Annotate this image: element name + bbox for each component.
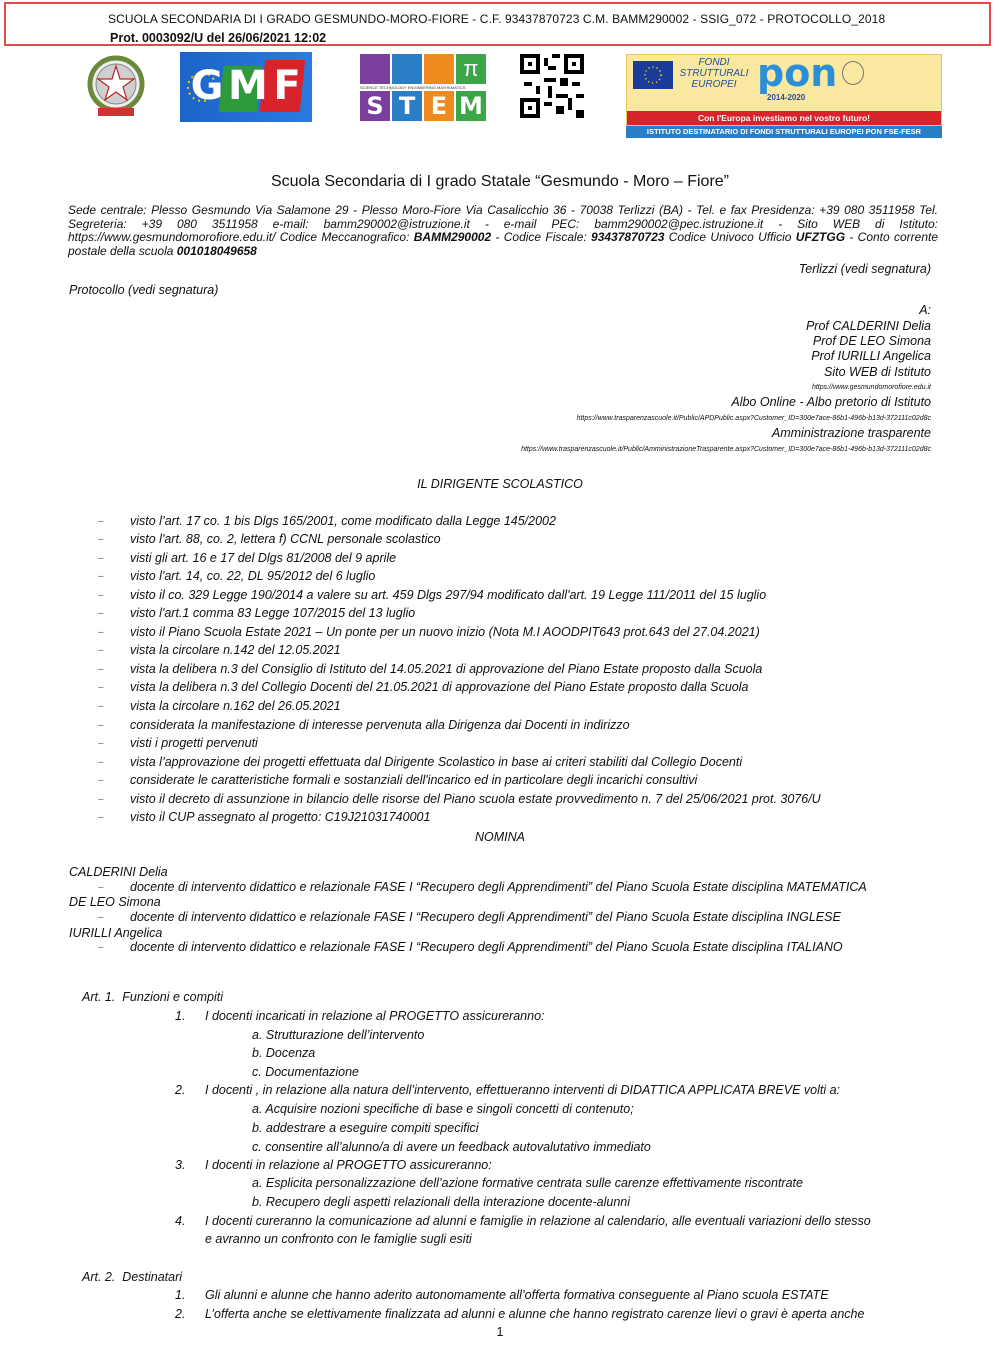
art1-subitem: b. addestrare a eseguire compiti specifici: [252, 1121, 479, 1135]
protocol-stamp: [4, 2, 991, 46]
art2-item-text: Gli alunni e alunne che hanno aderito autonomamente all’offerta formativa conseguente al Piano scuola ESTATE: [205, 1288, 829, 1302]
list-item: visto il decreto di assunzione in bilancio delle risorse del Piano scuola estate provvedimento n. 7 del 25/06/2021 prot. 3076/U: [130, 792, 821, 806]
place-date: Terlizzi (vedi segnatura): [798, 262, 931, 276]
list-item: vista la delibera n.3 del Consiglio di Istituto del 14.05.2021 di approvazione del Piano Estate proposto dalla Scuola: [130, 662, 763, 676]
list-dash: –: [98, 912, 104, 923]
eu-flag-icon: [633, 61, 673, 89]
list-dash: –: [98, 701, 104, 712]
list-item: vista la delibera n.3 del Collegio Docenti del 21.05.2021 di approvazione del Piano Estate proposto dalla Scuola: [130, 680, 749, 694]
art1-item-number: 3.: [175, 1158, 186, 1172]
art1-item-text-cont: e avranno un confronto con le famiglie sugli esiti: [205, 1232, 472, 1246]
recipient-calderini: Prof CALDERINI Delia: [805, 319, 931, 333]
art1-item-text: I docenti incaricati in relazione al PROGETTO assicureranno:: [205, 1009, 545, 1023]
codice-meccanografico: BAMM290002: [413, 230, 492, 244]
pon-line-2: STRUTTURALI: [679, 68, 749, 79]
list-item: visti gli art. 16 e 17 del Dlgs 81/2008 del 9 aprile: [130, 551, 397, 565]
recipients-label: A:: [919, 303, 931, 317]
stamp-line-1: SCUOLA SECONDARIA DI I GRADO GESMUNDO-MORO-FIORE - C.F. 93437870723 C.M. BAMM290002 - SSIG_072 - PROTOCOLLO_2018: [108, 12, 886, 26]
art1-subitem: c. Documentazione: [252, 1065, 360, 1079]
art1-item-text: I docenti cureranno la comunicazione ad alunni e famiglie in relazione al calendario, alle eventuali variazioni dello stesso: [205, 1214, 871, 1228]
list-dash: –: [98, 794, 104, 805]
header-text-2: - Codice Fiscale:: [491, 230, 592, 244]
list-dash: –: [98, 775, 104, 786]
art2-item-text: L’offerta anche se elettivamente finalizzata ad alunni e alunne che hanno registrato carenze lievi o gravi è aperta anche: [205, 1307, 865, 1321]
list-dash: –: [98, 812, 104, 823]
nominee-role: docente di intervento didattico e relazionale FASE I “Recupero degli Apprendimenti” del Piano Scuola Estate disciplina ITALIANO: [130, 940, 843, 954]
stem-label-mathematics: MATHEMATICS: [437, 85, 466, 90]
art1-subitem: c. consentire all’alunno/a di avere un feedback autovalutativo immediato: [252, 1140, 651, 1154]
list-item: visto l'art. 14, co. 22, DL 95/2012 del 6 luglio: [130, 569, 376, 583]
art1-subitem: b. Recupero degli aspetti relazionali della interazione docente-alunni: [252, 1195, 631, 1209]
science-icon: [360, 54, 390, 84]
list-item: vista l’approvazione dei progetti effettuata dal Dirigente Scolastico in base ai criteri stabiliti dal Collegio Docenti: [130, 755, 743, 769]
protocol-ref: Protocollo (vedi segnatura): [69, 283, 219, 297]
pon-title: pon: [757, 51, 838, 95]
list-dash: –: [98, 645, 104, 656]
art1-subitem: a. Strutturazione dell’intervento: [252, 1028, 425, 1042]
dirigente-heading: IL DIRIGENTE SCOLASTICO: [417, 477, 583, 491]
school-title: Scuola Secondaria di I grado Statale “Gesmundo - Moro – Fiore”: [270, 173, 729, 190]
list-dash: –: [98, 627, 104, 638]
pon-years: 2014-2020: [767, 93, 806, 102]
list-dash: –: [98, 757, 104, 768]
ministry-emblem-icon: [842, 61, 864, 85]
stem-letter-t: T: [392, 91, 422, 121]
nominee-role: docente di intervento didattico e relazionale FASE I “Recupero degli Apprendimenti” del Piano Scuola Estate disciplina INGLESE: [130, 910, 841, 924]
list-item: visto l'art.1 comma 83 Legge 107/2015 del 13 luglio: [130, 606, 416, 620]
stem-letter-m: M: [456, 91, 486, 121]
list-dash: –: [98, 608, 104, 619]
page-number: 1: [496, 1325, 504, 1339]
pon-slogan: Con l'Europa investiamo nel vostro futuro!: [627, 111, 941, 125]
gear-icon: [424, 54, 454, 84]
art1-item-text: I docenti , in relazione alla natura dell’intervento, effettueranno interventi di DIDATTICA APPLICATA BREVE volti a:: [205, 1083, 841, 1097]
list-dash: –: [98, 682, 104, 693]
codice-univoco: UFZTGG: [795, 230, 846, 244]
list-dash: –: [98, 942, 104, 953]
stem-letter-s: S: [360, 91, 390, 121]
nominee-name: IURILLI Angelica: [69, 926, 163, 940]
list-dash: –: [98, 720, 104, 731]
albo-url[interactable]: https://www.trasparenzascuole.it/Public/APDPublic.aspx?Customer_ID=300e7ace-86b1-496b-b13d-372111c02d8c: [576, 415, 931, 422]
pi-icon: π: [456, 54, 486, 84]
stem-logo: [360, 54, 488, 122]
stem-label-science: SCIENCE: [360, 85, 378, 90]
list-dash: –: [98, 882, 104, 893]
stem-labels: [360, 85, 488, 90]
list-item: visto l'art. 88, co. 2, lettera f) CCNL personale scolastico: [130, 532, 441, 546]
amm-url[interactable]: https://www.trasparenzascuole.it/Public/AmministrazioneTrasparente.aspx?Customer_ID=300e7ace-86b1-496b-b13d-372111c02d8c: [521, 446, 931, 453]
gmf-logo: [180, 52, 312, 122]
italian-emblem-logo: [84, 52, 148, 120]
list-item: vista la circolare n.162 del 26.05.2021: [130, 699, 341, 713]
codice-fiscale: 93437870723: [591, 230, 665, 244]
pon-line-3: EUROPEI: [691, 79, 737, 90]
list-dash: –: [98, 534, 104, 545]
gmf-letter-f: F: [273, 63, 301, 109]
list-item: visto il co. 329 Legge 190/2014 a valere su art. 459 Dlgs 297/94 modificato dall'art. 19 Legge 111/2011 del 15 luglio: [130, 588, 767, 602]
art1-item-number: 1.: [175, 1009, 186, 1023]
list-item: vista la circolare n.142 del 12.05.2021: [130, 643, 341, 657]
nominee-role: docente di intervento didattico e relazionale FASE I “Recupero degli Apprendimenti” del Piano Scuola Estate disciplina MATEMATICA: [130, 880, 867, 894]
pon-line-1: FONDI: [698, 57, 730, 68]
header-text-1: Sede centrale: Plesso Gesmundo Via Salamone 29 - Plesso Moro-Fiore Via Casalicchio 36 - 70038 Terlizzi (BA) - Tel. e fax Presidenza: +39 080 3511958 Tel. Segreteria: +39 080 3511958 e-mail: bamm290002@istruzione.it - e-mail PEC: bamm290002@pec.istruzione.it - Sito WEB di Istituto: https://www.gesmundomorofiore.edu.it/ Codice Meccanografico:: [68, 203, 938, 244]
art2-item-number: 1.: [175, 1288, 186, 1302]
technology-icon: [392, 54, 422, 84]
list-dash: –: [98, 738, 104, 749]
recipient-sito-web: Sito WEB di Istituto: [824, 365, 931, 379]
art2-heading: Art. 2. Destinatari: [82, 1270, 183, 1284]
header-text-3: Codice Univoco Ufficio: [664, 230, 796, 244]
nominee-name: DE LEO Simona: [69, 895, 161, 909]
art1-subitem: a. Esplicita personalizzazione dell’azione formative centrata sulle carenze effettivamente riscontrate: [252, 1176, 803, 1190]
list-item: visti i progetti pervenuti: [130, 736, 258, 750]
list-item: considerata la manifestazione di interesse pervenuta alla Dirigenza dai Docenti in indirizzo: [130, 718, 630, 732]
site-url[interactable]: https://www.gesmundomorofiore.edu.it: [811, 384, 931, 391]
art1-item-number: 2.: [175, 1083, 186, 1097]
recipient-deleo: Prof DE LEO Simona: [812, 334, 931, 348]
stamp-line-2: Prot. 0003092/U del 26/06/2021 12:02: [110, 31, 327, 45]
list-dash: –: [98, 553, 104, 564]
pon-fondi-text: [679, 57, 749, 90]
qr-code: [520, 54, 584, 118]
school-header-info: [68, 204, 938, 258]
list-dash: –: [98, 516, 104, 527]
albo-online: Albo Online - Albo pretorio di Istituto: [731, 395, 931, 409]
header-text-4: - Conto corrente postale della scuola: [68, 230, 938, 258]
recipient-iurilli: Prof IURILLI Angelica: [811, 349, 931, 363]
nomina-heading: NOMINA: [475, 830, 525, 844]
list-dash: –: [98, 571, 104, 582]
art1-subitem: b. Docenza: [252, 1046, 316, 1060]
conto-corrente: 001018049658: [176, 243, 257, 258]
art1-subitem: a. Acquisire nozioni specifiche di base e singoli concetti di contenuto;: [252, 1102, 634, 1116]
list-item: visto il Piano Scuola Estate 2021 – Un ponte per un nuovo inizio (Nota M.I AOODPIT643 prot.643 del 27.04.2021): [130, 625, 760, 639]
gmf-letter-g: G: [190, 63, 224, 109]
amministrazione-trasparente: Amministrazione trasparente: [771, 426, 931, 440]
stem-letter-e: E: [424, 91, 454, 121]
pon-strip: ISTITUTO DESTINATARIO DI FONDI STRUTTURALI EUROPEI PON FSE-FESR: [626, 126, 942, 138]
list-item: visto l’art. 17 co. 1 bis Dlgs 165/2001, come modificato dalla Legge 145/2002: [130, 514, 556, 528]
list-item: considerate le caratteristiche formali e sostanziali dell'incarico ed in particolare degli incarichi consultivi: [130, 773, 698, 787]
list-item: visto il CUP assegnato al progetto: C19J21031740001: [130, 810, 431, 824]
art1-item-text: I docenti in relazione al PROGETTO assicureranno:: [205, 1158, 492, 1172]
art1-heading: Art. 1. Funzioni e compiti: [82, 990, 224, 1004]
art1-item-number: 4.: [175, 1214, 186, 1228]
gmf-letter-m: M: [228, 63, 268, 109]
pon-logo: [626, 51, 942, 126]
stem-label-technology: TECHNOLOGY: [378, 85, 407, 90]
stem-label-engineering: ENGINEERING: [407, 85, 436, 90]
art2-item-number: 2.: [175, 1307, 186, 1321]
list-dash: –: [98, 664, 104, 675]
nominee-name: CALDERINI Delia: [69, 865, 168, 879]
list-dash: –: [98, 590, 104, 601]
